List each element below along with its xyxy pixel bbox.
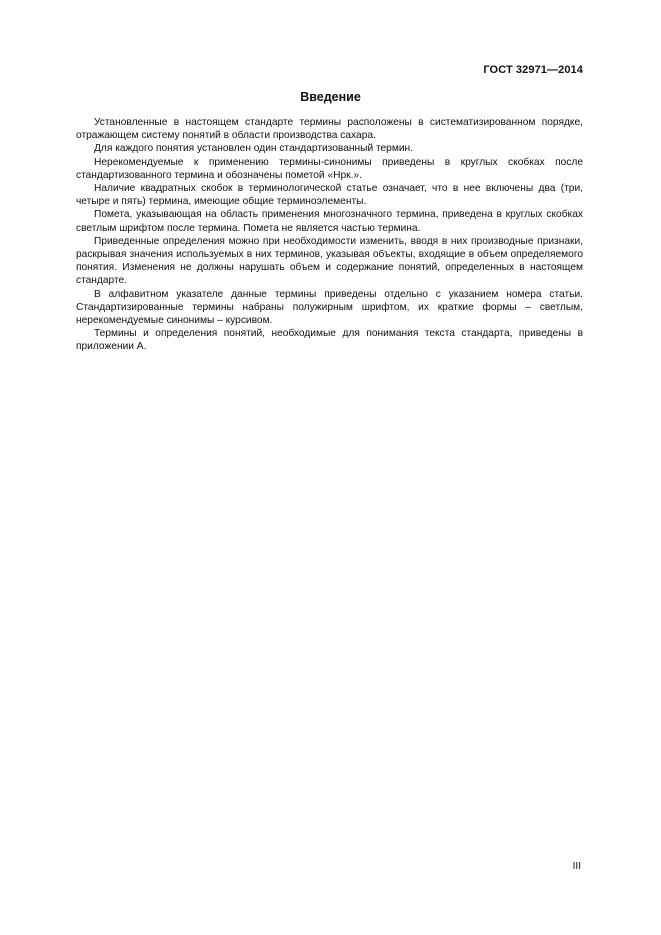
section-title: Введение xyxy=(300,90,361,104)
document-code: ГОСТ 32971—2014 xyxy=(483,64,583,76)
paragraph: Установленные в настоящем стандарте термины расположены в систематизированном порядке, отражающем систему понятий в области производства сахара. xyxy=(76,117,583,142)
introduction-body xyxy=(76,116,583,354)
page-number: III xyxy=(572,861,581,872)
paragraph: Помета, указывающая на область применения многозначного термина, приведена в круглых скобках светлым шрифтом после термина. Помета не является частью термина. xyxy=(76,209,583,234)
paragraph: Приведенные определения можно при необходимости изменить, вводя в них производные признаки, раскрывая значения используемых в них терминов, указывая объекты, входящие в объем определяемого понятия. Изменения не должны нарушать объем и содержание понятий, определенных в настоящем стандарте. xyxy=(76,235,583,287)
paragraph: В алфавитном указателе данные термины приведены отдельно с указанием номера статьи. Стандартизированные термины набраны полужирным шрифтом, их краткие формы – светлым, нерекомендуемые синонимы – курсивом. xyxy=(76,288,583,327)
paragraph: Нерекомендуемые к применению термины-синонимы приведены в круглых скобках после стандартизованного термина и обозначены пометой «Нрк.». xyxy=(76,156,583,181)
paragraph: Для каждого понятия установлен один стандартизованный термин. xyxy=(94,143,413,155)
paragraph: Наличие квадратных скобок в терминологической статье означает, что в нее включены два (три, четыре и пять) термина, имеющие общие терминоэлементы. xyxy=(76,183,583,208)
paragraph: Термины и определения понятий, необходимые для понимания текста стандарта, приведены в приложении А. xyxy=(76,328,583,353)
